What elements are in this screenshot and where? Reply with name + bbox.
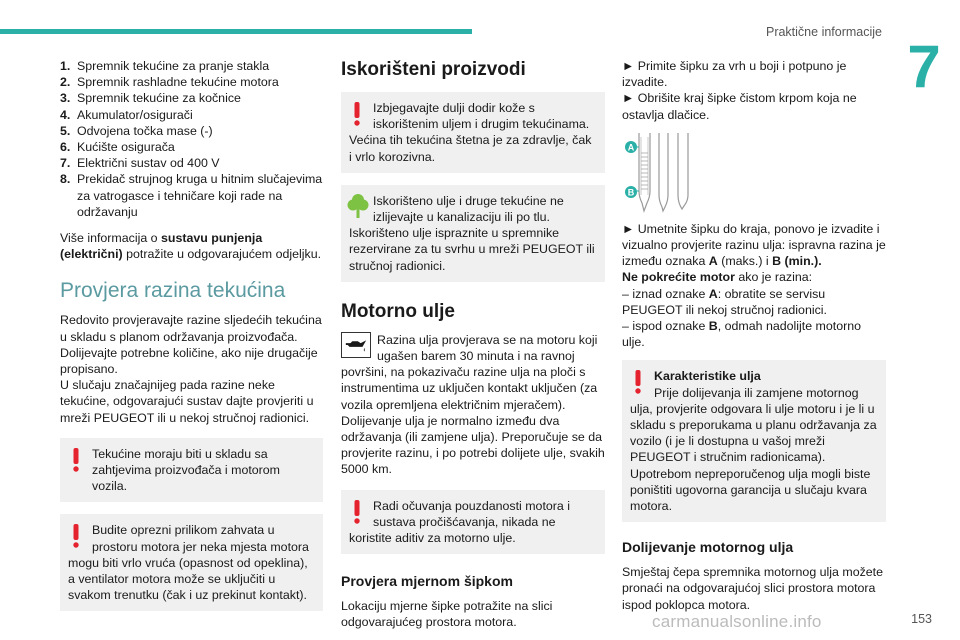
oil-can-icon xyxy=(341,332,371,358)
list-item: 1. Spremnik tekućine za pranje stakla xyxy=(60,59,270,73)
subsection-title-dipstick: Provjera mjernom šipkom xyxy=(341,573,513,590)
list-item: 7. Električni sustav od 400 V xyxy=(60,156,220,171)
warning-note-additive: Radi očuvanja pouzdanosti motora i sustava pročišćavanja, nikada ne koristite aditiv za motorno ulje. xyxy=(341,490,605,555)
list-item: 8. Prekidač strujnog kruga u hitnim slučajevima za vatrogasce i tehničare koji rade na održavanju xyxy=(60,172,323,219)
fluid-levels-body: Redovito provjeravajte razine sljedećih tekućina u skladu s planom održavanja proizvođača. Dolijevajte potrebne količine, ako nije drugačije propisano. xyxy=(60,313,322,377)
label-a: A xyxy=(627,142,635,153)
dipstick-location-text: Lokaciju mjerne šipke potražite na slici odgovarajućeg prostora motora. xyxy=(341,599,553,630)
dipstick-step-1: ► Primite šipku za vrh u boji i potpuno je izvadite. xyxy=(622,59,847,90)
charging-info-paragraph: Više informacija o sustavu punjenja (električni) potražite u odgovarajućem odjeljku. xyxy=(60,231,322,262)
warning-note-oil-specs: Karakteristike ulja Prije dolijevanja ili zamjene motornog ulja, provjerite odgovara li ulje motoru i je li u skladu s preporukama u planu održavanja za vozilo (i je li dostupna u vašoj mreži PEUGEOT i stručnim radionicama). Upotrebom nepreporučenog ulja mogli biste poništiti ugovorna garancija u slučaju kvara motora. xyxy=(622,360,886,522)
column-middle xyxy=(341,58,605,631)
list-item: 6. Kućište osigurača xyxy=(60,140,175,155)
warning-exclamation-icon xyxy=(352,500,362,524)
dipstick-step-2: ► Obrišite kraj šipke čistom krpom koja ne ostavlja dlačice. xyxy=(622,91,857,122)
section-title-used-products: Iskorišteni proizvodi xyxy=(341,59,526,80)
fluid-levels-body-2: U slučaju značajnijeg pada razine neke tekućine, odgovarajući sustav dajte provjeriti u mreži PEUGEOT ili u nekoj stručnoj radionici. xyxy=(60,378,314,425)
chapter-number: 7 xyxy=(907,33,941,100)
warning-exclamation-icon xyxy=(71,448,81,472)
page-header-title: Praktične informacije xyxy=(765,25,882,39)
warning-note-fluids: Tekućine moraju biti u skladu sa zahtjevima proizvođača i motorom vozila. xyxy=(60,438,323,503)
page-number: 153 xyxy=(911,612,932,626)
list-item: 3. Spremnik tekućine za kočnice xyxy=(60,91,241,106)
dipstick-illustration xyxy=(622,133,886,213)
dash-item-below-b: – ispod oznake B, odmah nadolijte motorno ulje. xyxy=(622,319,862,350)
subsection-title-topping-up: Dolijevanje motornog ulja xyxy=(622,539,794,556)
dipstick-diagram xyxy=(622,133,886,213)
warning-exclamation-icon xyxy=(352,102,362,126)
label-b: B xyxy=(627,187,635,198)
engine-bay-legend xyxy=(60,58,323,220)
dipstick-step-3: ► Umetnite šipku do kraja, ponovo je izvadite i vizualno provjerite razinu ulja: ispravna razina je između oznaka A (maks.) i B (min.). xyxy=(622,221,886,269)
warning-exclamation-icon xyxy=(71,524,81,548)
oil-check-paragraph: Razina ulja provjerava se na motoru koji ugašen barem 30 minuta i na ravnoj površini, na pokazivaču razine ulja na ploči s instrumentima uz uključen kontakt uključen (za vozila opremljena električnim mjeračem). Dolijevanje ulja je normalno između dva održavanja (ili zamjene ulja). Preporučuje se da provjerite razinu, i po potrebi dolijete ulje, svakih 5000 km. xyxy=(341,332,605,477)
watermark: carmanualsonline.info xyxy=(652,612,822,631)
eco-note-disposal: Iskorišteno ulje i druge tekućine ne izlijevajte u kanalizaciju ili po tlu. Iskorišteno ulje ispraznite u spremnike rezervirane za tu svrhu u mreži PEUGEOT ili stručnoj radionici. xyxy=(341,185,605,282)
warning-exclamation-icon xyxy=(633,370,643,394)
section-title-engine-oil: Motorno ulje xyxy=(341,300,455,322)
tree-eco-icon xyxy=(347,193,369,219)
list-item: 5. Odvojena točka mase (-) xyxy=(60,123,213,138)
column-left xyxy=(60,58,323,611)
dash-item-above-a: – iznad oznake A: obratite se servisu PEUGEOT ili nekoj stručnoj radionici. xyxy=(622,286,827,317)
section-title-fluid-levels: Provjera razina tekućina xyxy=(60,279,286,303)
warning-note-used-oil: Izbjegavajte dulji dodir kože s iskorištenim uljem i drugim tekućinama. Većina tih tekućina štetna je za zdravlje, čak i vrlo korozivna. xyxy=(341,92,605,173)
header-accent-bar xyxy=(0,29,472,34)
warning-note-engine-heat: Budite oprezni prilikom zahvata u prostoru motora jer neka mjesta motora mogu biti vrlo vruća (opasnost od opeklina), a ventilator motora može se uključiti u svakom trenutku (čak i uz prekinut kontakt). xyxy=(60,514,323,611)
column-right xyxy=(622,58,886,613)
charging-link-text: sustavu punjenja (električni) xyxy=(60,231,263,262)
list-item: 2. Spremnik rashladne tekućine motora xyxy=(60,75,279,90)
list-item: 4. Akumulator/osigurači xyxy=(60,107,193,122)
oil-cap-location-text: Smještaj čepa spremnika motornog ulja možete pronaći na odgovarajućoj slici prostora motora ispod poklopca motora. xyxy=(622,565,884,612)
note-heading: Karakteristike ulja xyxy=(654,369,761,384)
do-not-start-warning: Ne pokrećite motor ako je razina: xyxy=(622,270,813,285)
